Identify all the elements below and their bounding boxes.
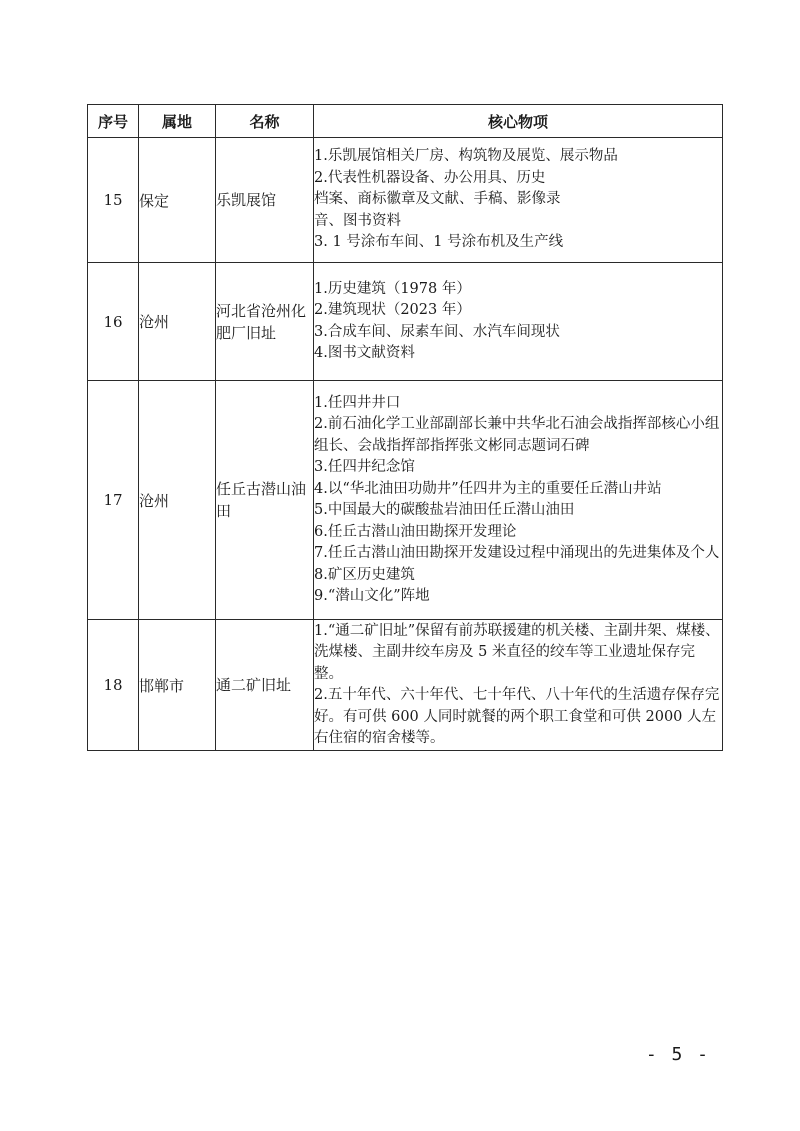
core-item: 1.任四井井口	[314, 394, 401, 411]
heritage-items-table	[87, 104, 723, 751]
core-item: 4.以“华北油田功勋井”任四井为主的重要任丘潜山井站	[314, 480, 662, 497]
page-number: - 5 -	[645, 1044, 710, 1065]
core-item: 4.图书文献资料	[314, 345, 415, 361]
row-serial-number: 16	[88, 263, 139, 381]
row-core-items	[314, 263, 723, 381]
core-item: 3.合成车间、尿素车间、水汽车间现状	[314, 323, 560, 340]
core-item: 2.建筑现状（2023 年）	[314, 302, 471, 318]
core-item: 5.中国最大的碳酸盐岩油田任丘潜山油田	[314, 502, 575, 518]
core-item: 1.“通二矿旧址”保留有前苏联援建的机关楼、主副井架、煤楼、洗煤楼、主副井绞车房及 5 米直径的绞车等工业遗址保存完整。	[314, 622, 720, 682]
row-location: 沧州	[139, 263, 216, 381]
table-row	[88, 263, 723, 381]
core-item: 3.任四井纪念馆	[314, 459, 415, 475]
header-name: 名称	[216, 105, 314, 138]
table-header-row	[88, 105, 723, 138]
table-row	[88, 620, 723, 751]
core-item: 音、图书资料	[314, 212, 401, 229]
core-item: 2.前石油化学工业部副部长兼中共华北石油会战指挥部核心小组组长、会战指挥部指挥张文彬同志题词石碑	[314, 416, 720, 454]
table-row	[88, 381, 723, 620]
row-core-items	[314, 138, 723, 263]
core-item: 7.任丘古潜山油田勘探开发建设过程中涌现出的先进集体及个人	[314, 545, 720, 561]
table-row	[88, 138, 723, 263]
row-location: 保定	[139, 138, 216, 263]
core-item: 8.矿区历史建筑	[314, 566, 415, 583]
core-item: 2.五十年代、六十年代、七十年代、八十年代的生活遗存保存完好。有可供 600 人同时就餐的两个职工食堂和可供 2000 人左右住宿的宿舍楼等。	[314, 687, 720, 746]
core-item: 6.任丘古潜山油田勘探开发理论	[314, 523, 517, 540]
row-location: 邯郸市	[139, 620, 216, 751]
core-item: 9.“潜山文化”阵地	[314, 588, 430, 604]
core-item: 档案、商标徽章及文献、手稿、影像录	[314, 191, 561, 208]
row-serial-number: 15	[88, 138, 139, 263]
core-item: 1.乐凯展馆相关厂房、构筑物及展览、展示物品	[314, 148, 618, 165]
core-item: 2.代表性机器设备、办公用具、历史	[314, 169, 546, 186]
header-serial-number: 序号	[88, 105, 139, 138]
row-name: 任丘古潜山油田	[216, 381, 314, 620]
core-item: 1.历史建筑（1978 年）	[314, 280, 471, 297]
header-core-items: 核心物项	[314, 105, 723, 138]
row-serial-number: 17	[88, 381, 139, 620]
header-location: 属地	[139, 105, 216, 138]
row-name: 乐凯展馆	[216, 138, 314, 263]
row-name: 河北省沧州化肥厂旧址	[216, 263, 314, 381]
row-serial-number: 18	[88, 620, 139, 751]
row-core-items	[314, 620, 723, 751]
row-name: 通二矿旧址	[216, 620, 314, 751]
row-location: 沧州	[139, 381, 216, 620]
core-item: 3. 1 号涂布车间、1 号涂布机及生产线	[314, 234, 564, 251]
row-core-items	[314, 381, 723, 620]
